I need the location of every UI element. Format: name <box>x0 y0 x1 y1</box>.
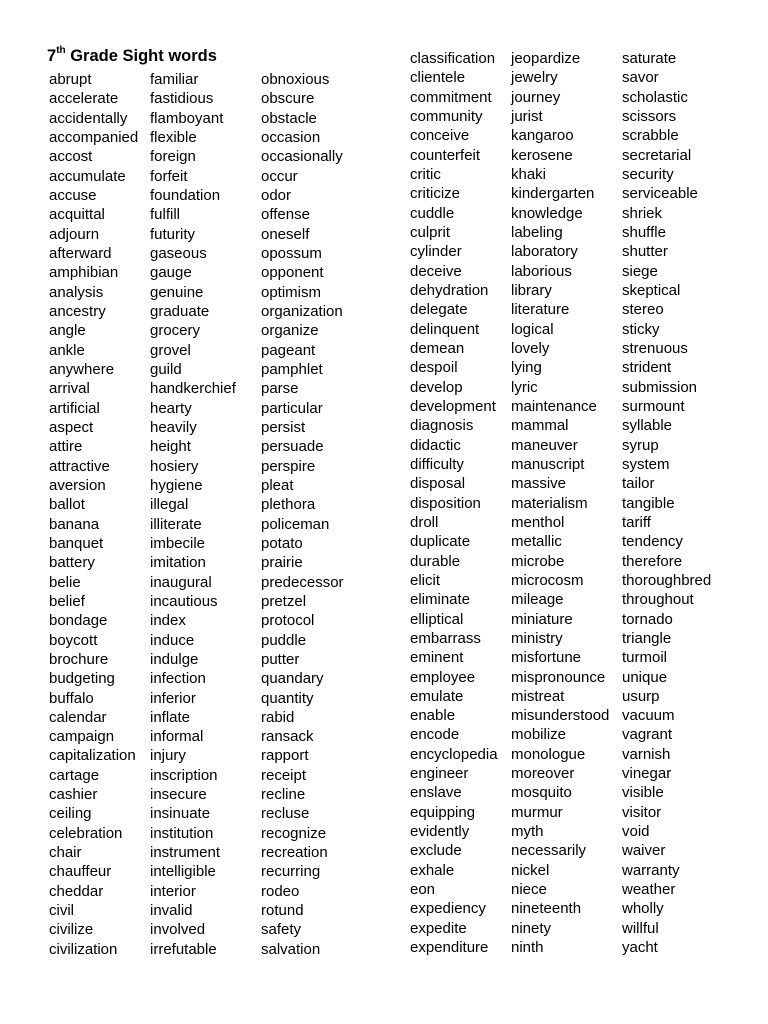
word-item: lovely <box>511 339 550 357</box>
word-item: embarrass <box>410 629 481 647</box>
word-item: necessarily <box>511 842 587 860</box>
word-item: emulate <box>410 687 464 705</box>
word-item: diagnosis <box>410 417 474 435</box>
word-item: safety <box>261 921 302 939</box>
word-item: equipping <box>410 803 476 821</box>
word-item: battery <box>49 554 95 572</box>
word-item: system <box>622 455 670 473</box>
word-item: civilization <box>49 940 118 958</box>
word-item: induce <box>150 631 195 649</box>
word-item: futurity <box>150 225 196 243</box>
word-item: rodeo <box>261 882 300 900</box>
word-item: expenditure <box>410 939 489 957</box>
word-item: ceiling <box>49 805 92 823</box>
word-item: illegal <box>150 496 189 514</box>
word-item: calendar <box>49 708 107 726</box>
word-item: obscure <box>261 90 315 108</box>
word-item: occasionally <box>261 148 343 166</box>
word-item: evidently <box>410 823 470 841</box>
word-item: quantity <box>261 689 314 707</box>
word-item: cylinder <box>410 243 462 261</box>
word-item: security <box>622 165 674 183</box>
word-column-3 <box>261 70 344 959</box>
word-item: maintenance <box>511 397 597 415</box>
word-item: involved <box>150 921 206 939</box>
word-item: handkerchief <box>150 380 236 398</box>
word-item: accumulate <box>49 167 126 185</box>
word-item: recline <box>261 786 306 804</box>
word-item: therefore <box>622 552 683 570</box>
word-item: incautious <box>150 592 218 610</box>
word-item: inferior <box>150 689 196 707</box>
word-item: difficulty <box>410 455 464 473</box>
word-item: fulfill <box>150 206 181 224</box>
word-item: elicit <box>410 571 441 589</box>
word-item: savor <box>622 69 659 87</box>
word-item: acquittal <box>49 206 105 224</box>
word-item: fastidious <box>150 90 214 108</box>
word-item: campaign <box>49 728 115 746</box>
word-item: varnish <box>622 745 671 763</box>
word-item: vinegar <box>622 765 672 783</box>
word-item: willful <box>622 919 659 937</box>
word-item: persuade <box>261 438 324 456</box>
word-item: accompanied <box>49 128 139 146</box>
word-item: potato <box>261 534 303 552</box>
word-item: wholly <box>622 900 664 918</box>
word-item: deceive <box>410 262 462 280</box>
word-item: belie <box>49 573 81 591</box>
word-item: angle <box>49 322 86 340</box>
word-item: hygiene <box>150 476 203 494</box>
word-item: knowledge <box>511 204 583 222</box>
word-item: miniature <box>511 610 573 628</box>
word-item: jurist <box>511 107 543 125</box>
word-item: scholastic <box>622 88 688 106</box>
word-item: analysis <box>49 283 104 301</box>
title-suffix: th <box>56 45 66 56</box>
word-item: insecure <box>150 786 207 804</box>
word-item: murmur <box>511 803 563 821</box>
word-item: stereo <box>622 301 664 319</box>
word-item: visible <box>622 784 664 802</box>
word-item: organization <box>261 302 343 320</box>
word-item: development <box>410 397 496 415</box>
word-item: budgeting <box>49 670 115 688</box>
word-item: foreign <box>150 148 196 166</box>
word-item: indulge <box>150 650 199 668</box>
word-item: microbe <box>511 552 565 570</box>
word-item: saturate <box>622 50 677 67</box>
word-item: strident <box>622 359 672 377</box>
word-item: perspire <box>261 457 316 475</box>
word-item: kangaroo <box>511 127 574 145</box>
word-item: delinquent <box>410 320 480 338</box>
word-item: policeman <box>261 515 330 533</box>
word-item: bondage <box>49 612 108 630</box>
word-item: kerosene <box>511 146 573 164</box>
word-item: buffalo <box>49 689 94 707</box>
word-item: enable <box>410 707 456 725</box>
word-item: lyric <box>511 378 538 396</box>
word-item: institution <box>150 824 214 842</box>
word-item: delegate <box>410 301 468 319</box>
word-item: culprit <box>410 223 451 241</box>
word-item: triangle <box>622 629 672 647</box>
word-item: nickel <box>511 861 550 879</box>
word-item: persist <box>261 418 306 436</box>
word-item: void <box>622 823 650 841</box>
word-item: attire <box>49 438 83 456</box>
word-item: pamphlet <box>261 360 323 378</box>
word-item: index <box>150 612 186 630</box>
word-item: monologue <box>511 745 586 763</box>
word-item: infection <box>150 670 206 688</box>
word-item: sticky <box>622 320 660 338</box>
word-item: foundation <box>150 186 221 204</box>
word-item: manuscript <box>511 455 585 473</box>
word-item: conceive <box>410 127 470 145</box>
word-item: obnoxious <box>261 71 330 88</box>
word-item: tendency <box>622 533 683 551</box>
word-item: injury <box>150 747 186 765</box>
word-item: familiar <box>150 71 199 88</box>
word-item: inaugural <box>150 573 212 591</box>
word-item: despoil <box>410 359 458 377</box>
word-item: mistreat <box>511 687 565 705</box>
word-item: commitment <box>410 88 492 106</box>
word-item: siege <box>622 262 658 280</box>
word-item: lying <box>511 359 542 377</box>
word-item: grocery <box>150 322 201 340</box>
word-column-5 <box>511 49 609 957</box>
word-item: vagrant <box>622 726 673 744</box>
word-item: accidentally <box>49 109 128 127</box>
word-item: kindergarten <box>511 185 595 203</box>
word-item: dehydration <box>410 281 489 299</box>
word-item: misunderstood <box>511 707 610 725</box>
word-column-4 <box>410 49 498 957</box>
word-item: ninth <box>511 939 544 957</box>
word-item: imbecile <box>150 534 206 552</box>
word-item: criticize <box>410 185 461 203</box>
word-item: shuffle <box>622 223 666 241</box>
word-item: civilize <box>49 921 94 939</box>
word-item: exhale <box>410 861 455 879</box>
word-column-1 <box>49 70 138 959</box>
word-item: recluse <box>261 805 310 823</box>
word-item: attractive <box>49 457 110 475</box>
word-item: intelligible <box>150 863 216 881</box>
word-item: didactic <box>410 436 461 454</box>
word-item: chair <box>49 844 82 862</box>
word-item: strenuous <box>622 339 688 357</box>
word-item: durable <box>410 552 461 570</box>
word-item: develop <box>410 378 463 396</box>
word-item: khaki <box>511 165 547 183</box>
word-item: prairie <box>261 554 303 572</box>
word-item: pretzel <box>261 592 307 610</box>
word-item: syrup <box>622 436 659 454</box>
word-item: cuddle <box>410 204 455 222</box>
word-item: optimism <box>261 283 322 301</box>
word-item: eliminate <box>410 591 471 609</box>
word-item: occur <box>261 167 298 185</box>
word-item: cartage <box>49 766 100 784</box>
word-item: expedite <box>410 919 467 937</box>
word-item: odor <box>261 186 292 204</box>
word-item: weather <box>622 881 676 899</box>
word-column-2 <box>150 70 236 959</box>
word-item: salvation <box>261 940 321 958</box>
word-item: demean <box>410 339 465 357</box>
word-item: critic <box>410 165 441 183</box>
word-item: capitalization <box>49 747 136 765</box>
word-item: ransack <box>261 728 314 746</box>
word-item: graduate <box>150 302 210 320</box>
word-item: obstacle <box>261 109 317 127</box>
word-item: jeopardize <box>511 50 581 67</box>
word-item: particular <box>261 399 323 417</box>
word-item: accelerate <box>49 90 119 108</box>
word-item: hosiery <box>150 457 199 475</box>
word-item: microcosm <box>511 571 584 589</box>
word-item: misfortune <box>511 649 582 667</box>
word-item: disposal <box>410 475 466 493</box>
word-column-6 <box>622 49 711 957</box>
word-item: mobilize <box>511 726 567 744</box>
word-item: literature <box>511 301 570 319</box>
word-item: tornado <box>622 610 673 628</box>
word-item: skeptical <box>622 281 681 299</box>
word-item: gauge <box>150 264 192 282</box>
word-item: laboratory <box>511 243 578 261</box>
word-item: labeling <box>511 223 563 241</box>
word-item: thoroughbred <box>622 571 712 589</box>
word-item: arrival <box>49 380 90 398</box>
word-item: gaseous <box>150 244 207 262</box>
word-item: journey <box>511 88 561 106</box>
word-item: serviceable <box>622 185 698 203</box>
word-item: visitor <box>622 803 662 821</box>
word-item: niece <box>511 881 547 899</box>
word-item: boycott <box>49 631 98 649</box>
word-item: irrefutable <box>150 940 217 958</box>
word-item: inflate <box>150 708 191 726</box>
word-item: jewelry <box>511 69 558 87</box>
word-item: laborious <box>511 262 572 280</box>
word-item: submission <box>622 378 698 396</box>
word-item: instrument <box>150 844 221 862</box>
word-item: chauffeur <box>49 863 112 881</box>
word-item: aversion <box>49 476 106 494</box>
word-item: civil <box>49 902 74 920</box>
word-item: opponent <box>261 264 324 282</box>
word-item: mammal <box>511 417 569 435</box>
word-item: tangible <box>622 494 675 512</box>
word-item: pleat <box>261 476 294 494</box>
word-item: belief <box>49 592 85 610</box>
word-item: grovel <box>150 341 191 359</box>
word-item: tailor <box>622 475 655 493</box>
word-item: massive <box>511 475 567 493</box>
word-item: metallic <box>511 533 562 551</box>
word-item: rotund <box>261 902 304 920</box>
word-item: logical <box>511 320 554 338</box>
word-item: secretarial <box>622 146 692 164</box>
word-item: brochure <box>49 650 109 668</box>
word-item: syllable <box>622 417 673 435</box>
word-item: recreation <box>261 844 328 862</box>
word-item: informal <box>150 728 204 746</box>
word-item: mispronounce <box>511 668 606 686</box>
word-item: inscription <box>150 766 218 784</box>
word-item: anywhere <box>49 360 115 378</box>
word-item: afterward <box>49 244 112 262</box>
word-item: menthol <box>511 513 565 531</box>
word-item: waiver <box>622 842 666 860</box>
word-item: interior <box>150 882 196 900</box>
word-item: parse <box>261 380 299 398</box>
word-item: oneself <box>261 225 310 243</box>
word-item: artificial <box>49 399 100 417</box>
word-item: forfeit <box>150 167 188 185</box>
word-item: encyclopedia <box>410 745 498 763</box>
word-item: guild <box>150 360 182 378</box>
word-item: offense <box>261 206 310 224</box>
word-item: counterfeit <box>410 146 481 164</box>
word-item: illiterate <box>150 515 202 533</box>
word-item: nineteenth <box>511 900 582 918</box>
word-item: recognize <box>261 824 327 842</box>
word-item: organize <box>261 322 319 340</box>
word-item: exclude <box>410 842 462 860</box>
word-item: mosquito <box>511 784 572 802</box>
word-item: accuse <box>49 186 97 204</box>
word-item: surmount <box>622 397 685 415</box>
word-item: celebration <box>49 824 123 842</box>
word-item: height <box>150 438 191 456</box>
word-item: protocol <box>261 612 315 630</box>
word-item: scissors <box>622 107 677 125</box>
word-item: ninety <box>511 919 552 937</box>
word-item: encode <box>410 726 460 744</box>
title-number: 7 <box>47 47 57 65</box>
word-item: droll <box>410 513 439 531</box>
word-item: employee <box>410 668 476 686</box>
word-item: shutter <box>622 243 668 261</box>
word-item: moreover <box>511 765 575 783</box>
word-item: rapport <box>261 747 309 765</box>
word-item: plethora <box>261 496 316 514</box>
word-item: warranty <box>622 861 680 879</box>
word-item: putter <box>261 650 300 668</box>
word-item: enslave <box>410 784 462 802</box>
word-item: flamboyant <box>150 109 224 127</box>
word-item: puddle <box>261 631 307 649</box>
word-item: library <box>511 281 552 299</box>
word-item: accost <box>49 148 93 166</box>
word-item: aspect <box>49 418 94 436</box>
word-item: flexible <box>150 128 197 146</box>
word-item: heavily <box>150 418 197 436</box>
word-item: duplicate <box>410 533 471 551</box>
word-item: imitation <box>150 554 206 572</box>
word-item: predecessor <box>261 573 344 591</box>
word-item: community <box>410 107 483 125</box>
word-item: mileage <box>511 591 564 609</box>
word-item: maneuver <box>511 436 578 454</box>
word-item: ballot <box>49 496 85 514</box>
word-item: yacht <box>622 939 658 957</box>
word-item: cashier <box>49 786 98 804</box>
word-item: classification <box>410 50 496 67</box>
word-item: occasion <box>261 128 321 146</box>
word-item: tariff <box>622 513 651 531</box>
word-item: quandary <box>261 670 324 688</box>
word-item: recurring <box>261 863 321 881</box>
word-item: banana <box>49 515 100 533</box>
word-item: ancestry <box>49 302 106 320</box>
word-item: turmoil <box>622 649 668 667</box>
word-item: scrabble <box>622 127 679 145</box>
word-item: usurp <box>622 687 660 705</box>
word-item: ministry <box>511 629 563 647</box>
word-item: abrupt <box>49 71 92 88</box>
word-item: clientele <box>410 69 466 87</box>
title-text: Grade Sight words <box>65 47 217 65</box>
word-item: adjourn <box>49 225 100 243</box>
word-item: genuine <box>150 283 204 301</box>
word-item: cheddar <box>49 882 104 900</box>
word-item: hearty <box>150 399 192 417</box>
word-item: receipt <box>261 766 307 784</box>
word-item: eon <box>410 881 436 899</box>
word-item: amphibian <box>49 264 119 282</box>
word-item: banquet <box>49 534 104 552</box>
word-item: pageant <box>261 341 316 359</box>
word-item: unique <box>622 668 668 686</box>
word-item: disposition <box>410 494 481 512</box>
word-item: throughout <box>622 591 694 609</box>
word-item: myth <box>511 823 544 841</box>
word-item: elliptical <box>410 610 464 628</box>
word-item: shriek <box>622 204 663 222</box>
page-title <box>47 44 217 68</box>
word-item: invalid <box>150 902 193 920</box>
word-item: eminent <box>410 649 464 667</box>
word-item: opossum <box>261 244 322 262</box>
word-item: ankle <box>49 341 85 359</box>
word-item: expediency <box>410 900 486 918</box>
word-item: materialism <box>511 494 588 512</box>
word-item: vacuum <box>622 707 675 725</box>
word-item: engineer <box>410 765 469 783</box>
word-item: insinuate <box>150 805 211 823</box>
word-item: rabid <box>261 708 295 726</box>
